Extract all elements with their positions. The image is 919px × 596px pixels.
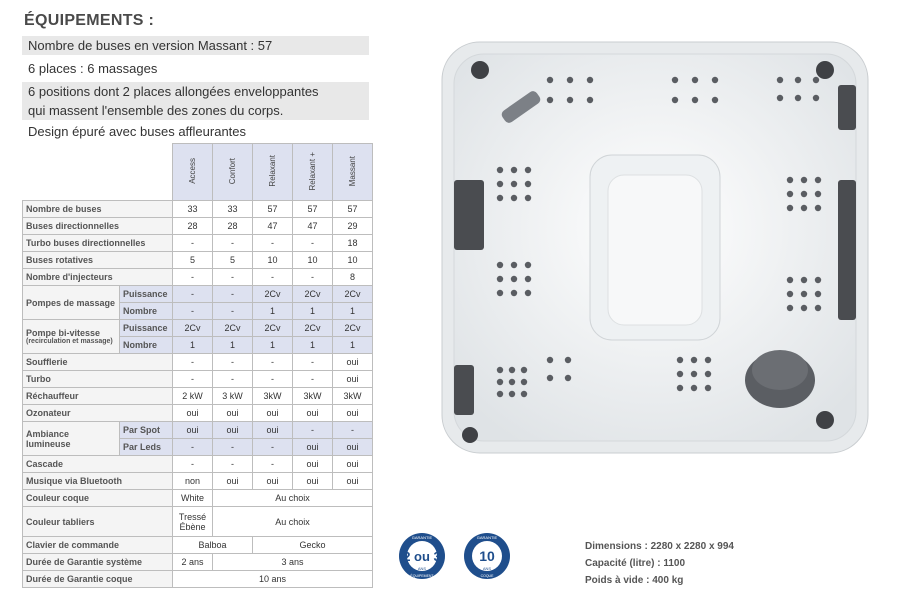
jet-icon (712, 77, 718, 83)
table-cell: Nombre (120, 337, 173, 354)
svg-text:GARANTIE: GARANTIE (411, 535, 433, 540)
table-cell: - (293, 235, 333, 252)
table-cell: 28 (173, 218, 213, 235)
table-row (23, 371, 373, 388)
table-cell: 10 (293, 252, 333, 269)
table-cell: oui (173, 422, 213, 439)
table-cell: 28 (213, 218, 253, 235)
table-cell: oui (333, 354, 373, 371)
table-cell: - (173, 354, 213, 371)
svg-text:GARANTIE: GARANTIE (476, 535, 498, 540)
table-cell: Soufflerie (23, 354, 173, 371)
table-cell: Cascade (23, 456, 173, 473)
jet-icon (497, 262, 503, 268)
table-row (23, 456, 373, 473)
table-cell: Couleur coque (23, 490, 173, 507)
headrest-left (454, 180, 484, 250)
table-row (23, 422, 373, 439)
jet-icon (705, 371, 711, 377)
jet-icon (787, 177, 793, 183)
table-cell: Turbo buses directionnelles (23, 235, 173, 252)
table-cell: 2Cv (213, 320, 253, 337)
jet-icon (801, 291, 807, 297)
jet-icon (813, 95, 819, 101)
table-cell: Durée de Garantie coque (23, 571, 173, 588)
table-cell: Couleur tabliers (23, 507, 173, 537)
jet-icon (815, 177, 821, 183)
col-confort: Confort (213, 144, 253, 201)
jet-icon (692, 97, 698, 103)
warranty-equipment-badge (398, 532, 446, 580)
table-cell: 47 (293, 218, 333, 235)
table-cell: 3 ans (213, 554, 373, 571)
table-cell: 5 (173, 252, 213, 269)
table-row (23, 286, 373, 303)
spa-specs (585, 538, 734, 589)
table-cell: oui (333, 473, 373, 490)
feature-jets: Nombre de buses en version Massant : 57 (22, 36, 369, 55)
jet-icon (509, 391, 515, 397)
table-cell: oui (253, 405, 293, 422)
table-row (23, 473, 373, 490)
jet-icon (511, 290, 517, 296)
table-cell: non (173, 473, 213, 490)
table-cell: Nombre d'injecteurs (23, 269, 173, 286)
svg-text:ANS: ANS (482, 566, 492, 571)
jet-icon (509, 367, 515, 373)
table-cell: - (213, 303, 253, 320)
jet-icon (692, 77, 698, 83)
table-cell: - (173, 371, 213, 388)
table-row (23, 537, 373, 554)
jet-icon (787, 205, 793, 211)
table-cell: 1 (173, 337, 213, 354)
feature-positions-line1: 6 positions dont 2 places allongées enveloppantes (28, 84, 319, 99)
jet-icon (672, 77, 678, 83)
table-cell: - (173, 235, 213, 252)
jet-icon (801, 277, 807, 283)
svg-text:2 ou 3: 2 ou 3 (403, 549, 441, 564)
table-cell: 10 (333, 252, 373, 269)
svg-text:ANS: ANS (417, 566, 427, 571)
table-cell: Buses rotatives (23, 252, 173, 269)
spa-illustration (440, 40, 870, 455)
table-cell: Ozonateur (23, 405, 173, 422)
table-cell: 2 kW (173, 388, 213, 405)
jet-icon (509, 379, 515, 385)
table-cell: - (213, 286, 253, 303)
table-cell (23, 144, 173, 201)
jet-icon (677, 357, 683, 363)
table-cell: oui (333, 456, 373, 473)
table-cell: Par Spot (120, 422, 173, 439)
table-cell: Au choix (213, 507, 373, 537)
table-cell: oui (333, 439, 373, 456)
table-row (23, 354, 373, 371)
table-cell: - (213, 371, 253, 388)
table-cell: - (213, 354, 253, 371)
table-cell: Réchauffeur (23, 388, 173, 405)
jet-icon (511, 276, 517, 282)
jet-icon (521, 367, 527, 373)
table-cell: oui (293, 439, 333, 456)
table-cell: - (213, 235, 253, 252)
jet-icon (691, 357, 697, 363)
table-cell: oui (333, 405, 373, 422)
table-cell: - (173, 286, 213, 303)
table-cell: 8 (333, 269, 373, 286)
col-relaxant: Relaxant (253, 144, 293, 201)
table-cell: 2Cv (333, 286, 373, 303)
jet-icon (691, 371, 697, 377)
col-massant: Massant (333, 144, 373, 201)
page-title: ÉQUIPEMENTS : (24, 12, 155, 29)
table-cell: 2Cv (293, 320, 333, 337)
table-cell: - (333, 422, 373, 439)
table-cell: - (173, 303, 213, 320)
table-cell: oui (253, 422, 293, 439)
jet-icon (511, 181, 517, 187)
table-cell: oui (293, 456, 333, 473)
jet-icon (547, 375, 553, 381)
table-cell: 2 ans (173, 554, 213, 571)
jet-icon (677, 371, 683, 377)
table-cell: - (253, 371, 293, 388)
table-header-row (23, 144, 373, 201)
jet-icon (787, 277, 793, 283)
table-cell: - (293, 422, 333, 439)
warranty-shell-badge (463, 532, 511, 580)
jet-icon (705, 385, 711, 391)
table-cell: Gecko (253, 537, 373, 554)
table-cell: - (213, 269, 253, 286)
table-row (23, 507, 373, 537)
jet-icon (815, 191, 821, 197)
table-cell: Puissance (120, 320, 173, 337)
table-cell: 2Cv (333, 320, 373, 337)
jet-icon (565, 375, 571, 381)
jet-icon (525, 262, 531, 268)
jet-icon (787, 191, 793, 197)
jet-icon (801, 205, 807, 211)
table-cell: 57 (253, 201, 293, 218)
table-cell: - (253, 235, 293, 252)
jet-icon (815, 277, 821, 283)
table-cell: oui (253, 473, 293, 490)
jet-icon (801, 191, 807, 197)
table-cell: - (173, 456, 213, 473)
jet-icon (511, 262, 517, 268)
table-cell: - (173, 439, 213, 456)
table-cell: 1 (253, 337, 293, 354)
jet-icon (777, 77, 783, 83)
table-cell: 10 ans (173, 571, 373, 588)
col-access: Access (173, 144, 213, 201)
table-cell: 1 (333, 303, 373, 320)
table-cell: - (293, 371, 333, 388)
jet-icon (547, 357, 553, 363)
jet-icon (521, 379, 527, 385)
dimensions: Dimensions : 2280 x 2280 x 994 (585, 541, 734, 552)
svg-text:COQUE: COQUE (480, 574, 494, 578)
table-cell: Pompe bi-vitesse (recirculation et massage) (23, 320, 120, 354)
table-cell: Nombre de buses (23, 201, 173, 218)
table-cell: 18 (333, 235, 373, 252)
table-cell: 5 (213, 252, 253, 269)
table-cell: 57 (333, 201, 373, 218)
jet-icon (511, 167, 517, 173)
table-cell: Clavier de commande (23, 537, 173, 554)
table-cell: 1 (253, 303, 293, 320)
jet-icon (525, 167, 531, 173)
jet-icon (801, 177, 807, 183)
jet-icon (691, 385, 697, 391)
table-cell: 29 (333, 218, 373, 235)
jet-icon (497, 276, 503, 282)
table-cell: oui (333, 371, 373, 388)
table-cell: oui (293, 473, 333, 490)
table-cell: - (253, 439, 293, 456)
svg-text:10: 10 (479, 548, 495, 564)
table-cell: Ambiance lumineuse (23, 422, 120, 456)
table-row (23, 252, 373, 269)
table-row (23, 218, 373, 235)
table-cell: - (253, 456, 293, 473)
jet-icon (815, 205, 821, 211)
feature-positions-line2: qui massent l'ensemble des zones du corps. (28, 103, 284, 118)
table-cell: 1 (333, 337, 373, 354)
feature-positions (22, 82, 369, 120)
table-cell: Tressé Ébène (173, 507, 213, 537)
jet-icon (587, 77, 593, 83)
table-cell: - (173, 269, 213, 286)
table-cell: - (213, 456, 253, 473)
table-cell: White (173, 490, 213, 507)
table-cell: Musique via Bluetooth (23, 473, 173, 490)
svg-text:ÉQUIPEMENT: ÉQUIPEMENT (410, 574, 434, 578)
jet-icon (567, 97, 573, 103)
table-cell: 33 (173, 201, 213, 218)
jet-icon (525, 195, 531, 201)
jet-icon (497, 290, 503, 296)
table-row (23, 490, 373, 507)
jet-icon (795, 95, 801, 101)
table-cell: 3kW (333, 388, 373, 405)
table-cell: 10 (253, 252, 293, 269)
jet-icon (815, 305, 821, 311)
table-cell: oui (213, 422, 253, 439)
table-cell: 3kW (253, 388, 293, 405)
jet-icon (497, 167, 503, 173)
table-cell: Nombre (120, 303, 173, 320)
jet-icon (521, 391, 527, 397)
table-cell: Pompes de massage (23, 286, 120, 320)
table-row (23, 388, 373, 405)
table-cell: - (293, 354, 333, 371)
table-cell: - (253, 269, 293, 286)
jet-icon (567, 77, 573, 83)
table-cell: 1 (293, 337, 333, 354)
jet-icon (587, 97, 593, 103)
table-cell: 3kW (293, 388, 333, 405)
col-relaxant-plus: Relaxant + (293, 144, 333, 201)
table-cell: oui (173, 405, 213, 422)
table-row (23, 320, 373, 337)
table-cell: oui (213, 405, 253, 422)
jet-icon (677, 385, 683, 391)
table-cell: - (213, 439, 253, 456)
jet-icon (813, 77, 819, 83)
jet-icon (672, 97, 678, 103)
jet-icon (525, 276, 531, 282)
table-cell: Turbo (23, 371, 173, 388)
table-cell: Puissance (120, 286, 173, 303)
jet-icon (777, 95, 783, 101)
spec-table (22, 143, 373, 588)
table-cell: 2Cv (253, 286, 293, 303)
capacity: Capacité (litre) : 1100 (585, 558, 686, 569)
table-cell: Au choix (213, 490, 373, 507)
table-cell: 47 (253, 218, 293, 235)
table-cell: Durée de Garantie système (23, 554, 173, 571)
jet-icon (497, 367, 503, 373)
table-cell: Balboa (173, 537, 253, 554)
table-cell: oui (293, 405, 333, 422)
jet-icon (497, 391, 503, 397)
jet-icon (705, 357, 711, 363)
feature-design: Design épuré avec buses affleurantes (28, 124, 247, 139)
table-row (23, 269, 373, 286)
jet-icon (547, 77, 553, 83)
table-cell: 2Cv (173, 320, 213, 337)
table-cell: 1 (213, 337, 253, 354)
table-cell: - (253, 354, 293, 371)
jet-icon (547, 97, 553, 103)
table-row (23, 235, 373, 252)
feature-seats: 6 places : 6 massages (28, 61, 158, 76)
jet-icon (712, 97, 718, 103)
table-row (23, 571, 373, 588)
table-cell: 2Cv (253, 320, 293, 337)
weight: Poids à vide : 400 kg (585, 575, 684, 586)
jet-icon (497, 181, 503, 187)
table-cell: - (293, 269, 333, 286)
jet-icon (497, 195, 503, 201)
table-cell: 33 (213, 201, 253, 218)
table-cell: 1 (293, 303, 333, 320)
table-cell: Buses directionnelles (23, 218, 173, 235)
table-cell: 2Cv (293, 286, 333, 303)
table-row (23, 554, 373, 571)
jet-icon (525, 290, 531, 296)
table-cell: 57 (293, 201, 333, 218)
table-cell: Par Leds (120, 439, 173, 456)
jet-icon (565, 357, 571, 363)
table-row (23, 201, 373, 218)
jet-icon (801, 305, 807, 311)
jet-icon (497, 379, 503, 385)
table-cell: 3 kW (213, 388, 253, 405)
table-cell: oui (213, 473, 253, 490)
jet-icon (525, 181, 531, 187)
jet-icon (815, 291, 821, 297)
jet-icon (787, 291, 793, 297)
table-row (23, 405, 373, 422)
jet-icon (787, 305, 793, 311)
jet-icon (511, 195, 517, 201)
jet-icon (795, 77, 801, 83)
